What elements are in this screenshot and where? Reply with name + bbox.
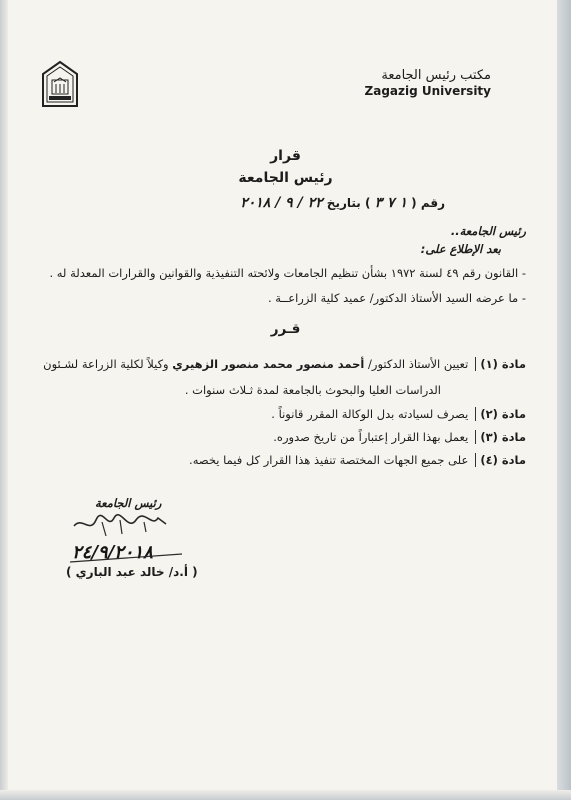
article-label: مادة (٢) [480,407,526,421]
article-label: مادة (٤) [480,453,526,467]
date-label: ) بتاريخ [326,196,371,210]
article-text: يعمل بهذا القرار إعتباراً من تاريخ صدوره. [273,430,469,444]
scan-edge-right [557,0,571,800]
preamble-item-2: - ما عرضه السيد الأستاذ الدكتور/ عميد كلية الزراعــة . [268,291,526,305]
article-1-continuation: الدراسات العليا والبحوث بالجامعة لمدة ثـلاث سنوات . [184,383,441,397]
article-4 [189,453,526,467]
article-text: وكيلاً لكلية الزراعة لشـئون [43,357,173,371]
signer-role: رئيس الجامعة [95,496,162,510]
reference-line [240,195,445,211]
after-review: بعد الإطلاع على: [420,242,501,256]
university-logo-icon [40,60,80,108]
scan-edge-bottom [0,790,571,800]
article-label: مادة (١) [480,357,526,371]
article-2 [271,407,526,421]
handwritten-signature [62,508,202,570]
scan-edge-left [0,0,8,800]
decided-heading: قـرر [270,321,301,337]
university-name-english: Zagazig University [364,84,491,98]
article-3 [273,430,526,444]
decision-date: ٢٢ / ٩ / ٢٠١٨ [240,195,323,211]
decision-number: ١ ٧ ٣ [374,195,407,211]
number-label: رقم ( [411,196,445,210]
appointee-name: أحمد منصور محمد منصور الزهيري [172,357,365,371]
addressee: رئيس الجامعة.. [450,224,526,238]
article-text: على جميع الجهات المختصة تنفيذ هذا القرار كل فيما يخصه. [189,453,469,467]
handwritten-date: ٢٤/٩/٢٠١٨ [72,542,153,563]
document-title: قرار [270,148,301,164]
signer-name: ( أ.د/ خالد عبد الباري ) [66,565,198,579]
article-text: تعيين الأستاذ الدكتور/ [364,357,469,371]
issuer-title: رئيس الجامعة [238,170,333,186]
article-1 [43,357,526,371]
office-name-arabic: مكتب رئيس الجامعة [381,68,491,83]
article-label: مادة (٣) [480,430,526,444]
preamble-item-1: - القانون رقم ٤٩ لسنة ١٩٧٢ بشأن تنظيم الجامعات ولائحته التنفيذية والقوانين والقرارات المعدلة له . [49,266,526,280]
article-text: يصرف لسيادته بدل الوكالة المقرر قانوناً . [271,407,469,421]
